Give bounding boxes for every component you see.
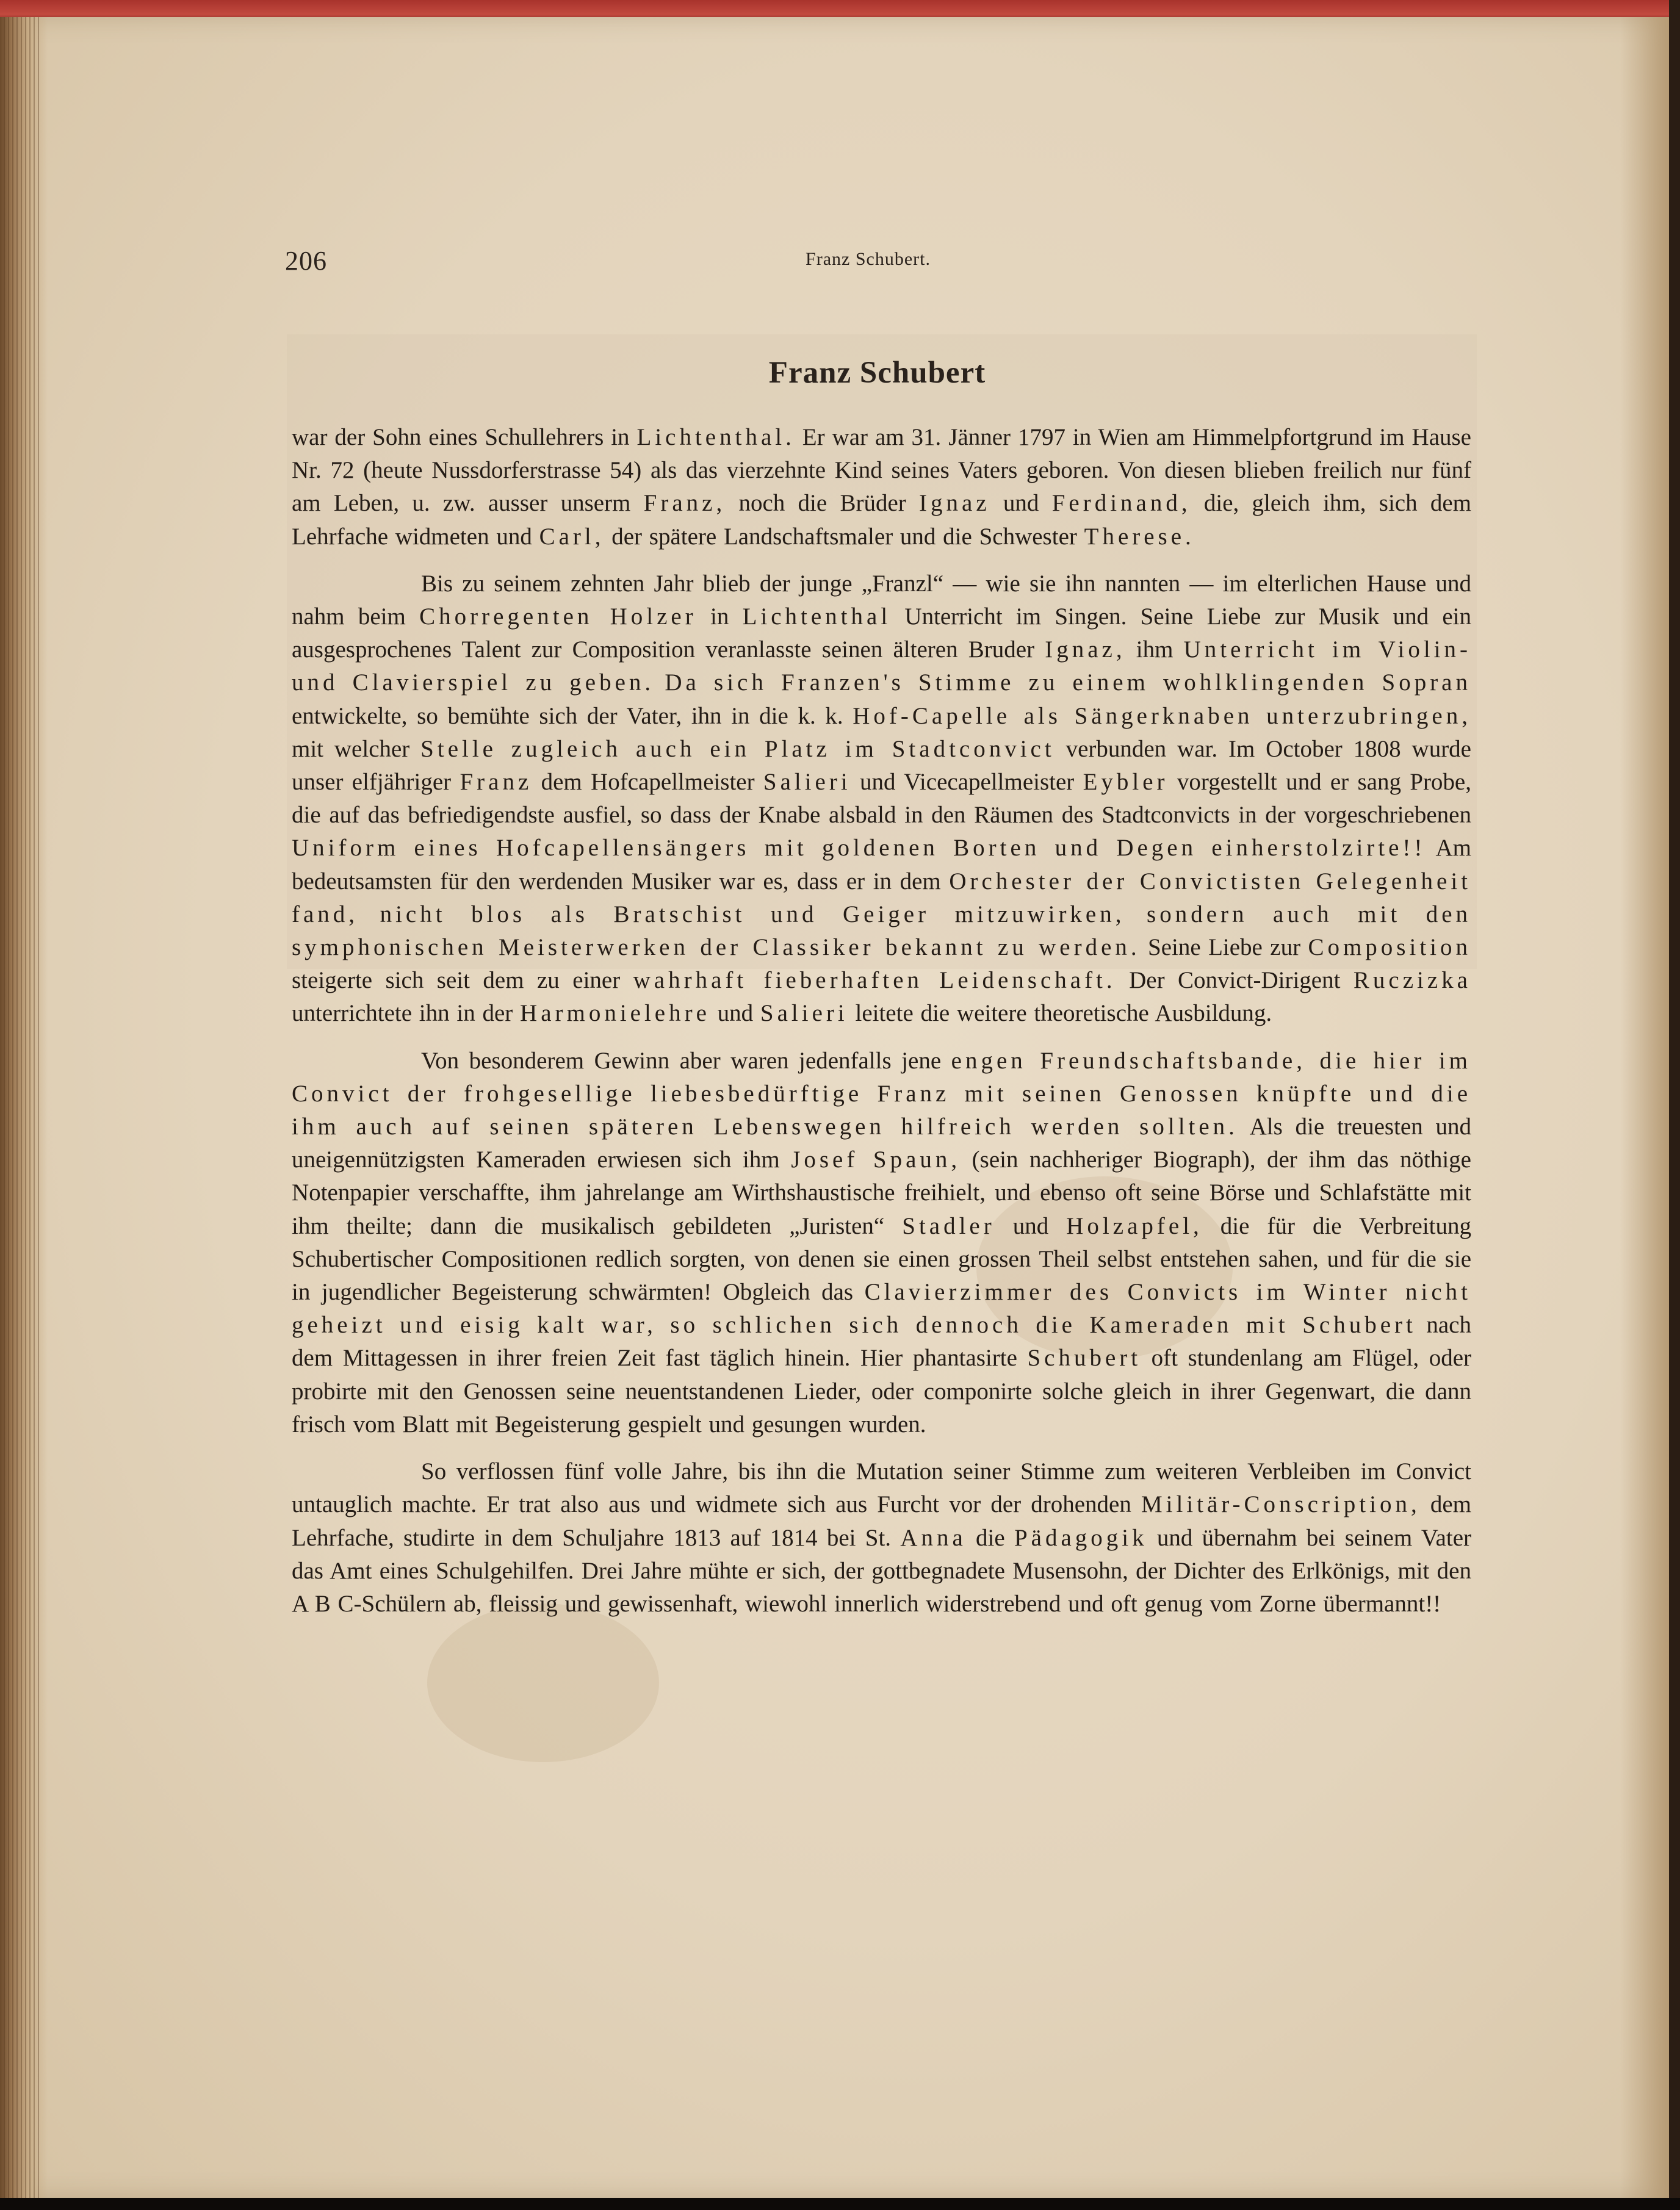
emphasized-text: sondern auch mit den symphonischen Meisterwerken der Classiker bekannt zu werden. (292, 901, 1472, 961)
text-run: und (995, 1212, 1067, 1239)
text-run: leitete die weitere theoretische Ausbildung. (848, 1000, 1272, 1027)
emphasized-text: Clavierzimmer des Convicts im Winter nicht geheizt und eisig kalt war, so schlichen sich dennoch die Kameraden mit Schubert (292, 1279, 1471, 1339)
page-stack-edge (4, 17, 40, 2198)
emphasized-text: Salieri (760, 1000, 848, 1027)
paper-stain (427, 1604, 659, 1762)
text-run: Von besonderem Gewinn aber waren jedenfalls jene (421, 1047, 951, 1074)
emphasized-text: Militär-Conscription, (1141, 1491, 1421, 1518)
emphasized-text: wahrhaft fieberhaften Leidenschaft. (633, 967, 1116, 994)
text-run: dem Hofcapellmeister (532, 769, 763, 796)
text-run (654, 669, 665, 696)
emphasized-text: Holzapfel, (1066, 1212, 1203, 1239)
text-run (358, 901, 380, 927)
page-number: 206 (285, 246, 327, 276)
text-run: vorgestellt und er sang Probe, die auf das befriedigendste ausfiel, so dass der Knabe alsbald in den Räumen des Stadtconvicts in der vorgeschriebenen (292, 769, 1471, 829)
text-run: und übernahm bei seinem Vater das Amt eines Schulgehilfen. Drei Jahre mühte er sich, der gottbegnadete Musensohn, der Dichter des Erlkönigs, mit den A B C-Schülern ab, fleissig und gewissenhaft, wiewohl innerlich widerstrebend und oft genug vom Zorne übermannt!! (292, 1524, 1471, 1617)
emphasized-text: Pädagogik (1014, 1524, 1148, 1551)
text-run: entwickelte, so bemühte sich der Vater, ihn in die k. k. (292, 702, 853, 729)
text-run: Am bedeutsamsten für den werdenden Musiker war es, dass er in dem (292, 835, 1471, 894)
emphasized-text: Da sich Franzen's Stimme zu einem wohlklingenden Sopran (665, 669, 1471, 696)
text-run: Unterricht im Singen. Seine Liebe zur Musik und ein ausgesprochenes Talent zur Composition veranlasste seinen älteren Bruder (292, 603, 1471, 663)
text-run: und (710, 1000, 760, 1027)
text-run: oft stundenlang am Flügel, oder probirte mit den Genossen seine neuentstandenen Lieder, oder componirte solche gleich in ihrer Gegenwart, die dann frisch vom Blatt mit Begeisterung gespielt und gesungen wurden. (292, 1345, 1472, 1438)
emphasized-text: Josef Spaun, (791, 1146, 961, 1173)
paragraph (292, 567, 1471, 1031)
text-run: Bis zu seinem zehnten Jahr blieb der junge „Franzl“ — wie sie ihn nannten — im elterlichen Hause und nahm beim (292, 570, 1471, 630)
emphasized-text: Hof-Capelle als Sängerknaben unterzubringen, (853, 702, 1471, 729)
text-run: Seine Liebe zur (1140, 934, 1308, 961)
emphasized-text: Anna (900, 1524, 967, 1551)
text-run: Er war am 31. Jänner 1797 in Wien am Himmelpfortgrund im Hause Nr. 72 (heute Nussdorferstrasse 54) als das vierzehnte Kind seines Vaters geboren. Von diesen blieben freilich nur fünf am Leben, u. zw. ausser unserm (292, 424, 1471, 517)
text-run: (sein nachheriger Biograph), der ihm das nöthige Notenpapier verschaffte, ihm jahrelange am Wirthshaustische freihielt, und ebenso oft seine Börse und Schlafstätte mit ihm theilte; dann die musikalisch gebildeten „Juristen“ (292, 1146, 1471, 1239)
emphasized-text: Uniform eines Hofcapellensängers mit goldenen Borten und Degen einherstolzirte!! (292, 835, 1426, 862)
text-run: in (696, 603, 743, 630)
emphasized-text: Lichtenthal (742, 603, 892, 630)
text-run: mit welcher (292, 735, 421, 762)
text-run: So verflossen fünf volle Jahre, bis ihn die Mutation seiner Stimme zum weiteren Verbleiben im Convict untauglich machte. Er trat also aus und widmete sich aus Furcht vor der drohenden (292, 1458, 1471, 1518)
paragraph (292, 1455, 1471, 1621)
emphasized-text: Franz, (643, 490, 726, 517)
emphasized-text: Therese. (1084, 523, 1195, 550)
running-title: Franz Schubert. (806, 249, 931, 269)
text-run: war der Sohn eines Schullehrers in (292, 424, 637, 450)
text-run: die (966, 1524, 1014, 1551)
text-run: Der Convict-Dirigent (1116, 967, 1354, 994)
text-run: die für die Verbreitung Schubertischer Compositionen redlich sorgten, von denen sie einen grossen Theil selbst entstehen sahen, und für die sie in jugendlicher Begeisterung schwärmten! Obgleich das (292, 1212, 1472, 1306)
text-run: noch die Brüder (726, 490, 920, 517)
text-run: und (990, 490, 1052, 517)
emphasized-text: Orchester der Convictisten Gelegenheit fand, (292, 868, 1471, 927)
text-run: dem Lehrfache, studirte in dem Schuljahre 1813 auf 1814 bei St. (292, 1491, 1471, 1551)
emphasized-text: Unterricht im Violin- und Clavierspiel zu geben. (292, 636, 1471, 696)
text-run: verbunden war. Im October 1808 wurde unser elfjähriger (292, 735, 1471, 796)
emphasized-text: Salieri (763, 769, 851, 796)
emphasized-text: Franz (460, 769, 533, 796)
text-run: Als die treuesten und uneigennützigsten Kameraden erwiesen sich ihm (292, 1114, 1471, 1173)
emphasized-text: Composition (1308, 934, 1471, 961)
emphasized-text: Stelle zugleich auch ein Platz im Stadtconvict (420, 735, 1055, 762)
text-run (1125, 901, 1147, 927)
paragraph (292, 421, 1471, 553)
book-right-edge (1669, 0, 1680, 2210)
emphasized-text: Harmonielehre (520, 1000, 710, 1027)
emphasized-text: Carl, (539, 523, 605, 550)
text-run: ihm (1125, 636, 1184, 663)
emphasized-text: Stadler (902, 1212, 995, 1239)
emphasized-text: Chorregenten Holzer (419, 603, 697, 630)
emphasized-text: Lichtenthal. (636, 424, 795, 450)
text-run: und Vicecapellmeister (851, 769, 1083, 796)
emphasized-text: nicht blos als Bratschist und Geiger mitzuwirken, (380, 901, 1125, 927)
emphasized-text: Ferdinand, (1051, 490, 1191, 517)
emphasized-text: Eybler (1083, 769, 1169, 796)
emphasized-text: Ignaz, (1045, 636, 1126, 663)
paragraph (292, 1045, 1471, 1441)
running-head (278, 245, 1458, 282)
emphasized-text: engen Freundschaftsbande, die hier im Convict der frohgesellige liebesbedürftige Franz mit seinen Genossen knüpfte und die ihm auch auf seinen späteren Lebenswegen hilfreich werden sollten. (292, 1047, 1471, 1140)
text-run: steigerte sich seit dem zu einer (292, 967, 633, 994)
text-run: nach dem Mittagessen in ihrer freien Zeit fast täglich hinein. Hier phantasirte (292, 1312, 1471, 1372)
text-run: unterrichtete ihn in der (292, 1000, 521, 1027)
article-body (292, 421, 1471, 1621)
page-right-shade (1620, 17, 1669, 2198)
book-bottom-edge (0, 2198, 1680, 2210)
emphasized-text: Ignaz (919, 490, 990, 517)
emphasized-text: Schubert (1027, 1345, 1142, 1372)
text-run: der spätere Landschaftsmaler und die Schwester (604, 523, 1084, 550)
text-run: die, gleich ihm, sich dem Lehrfache widmeten und (292, 490, 1472, 550)
article-heading: Franz Schubert (768, 356, 986, 390)
emphasized-text: Ruczizka (1353, 967, 1471, 994)
